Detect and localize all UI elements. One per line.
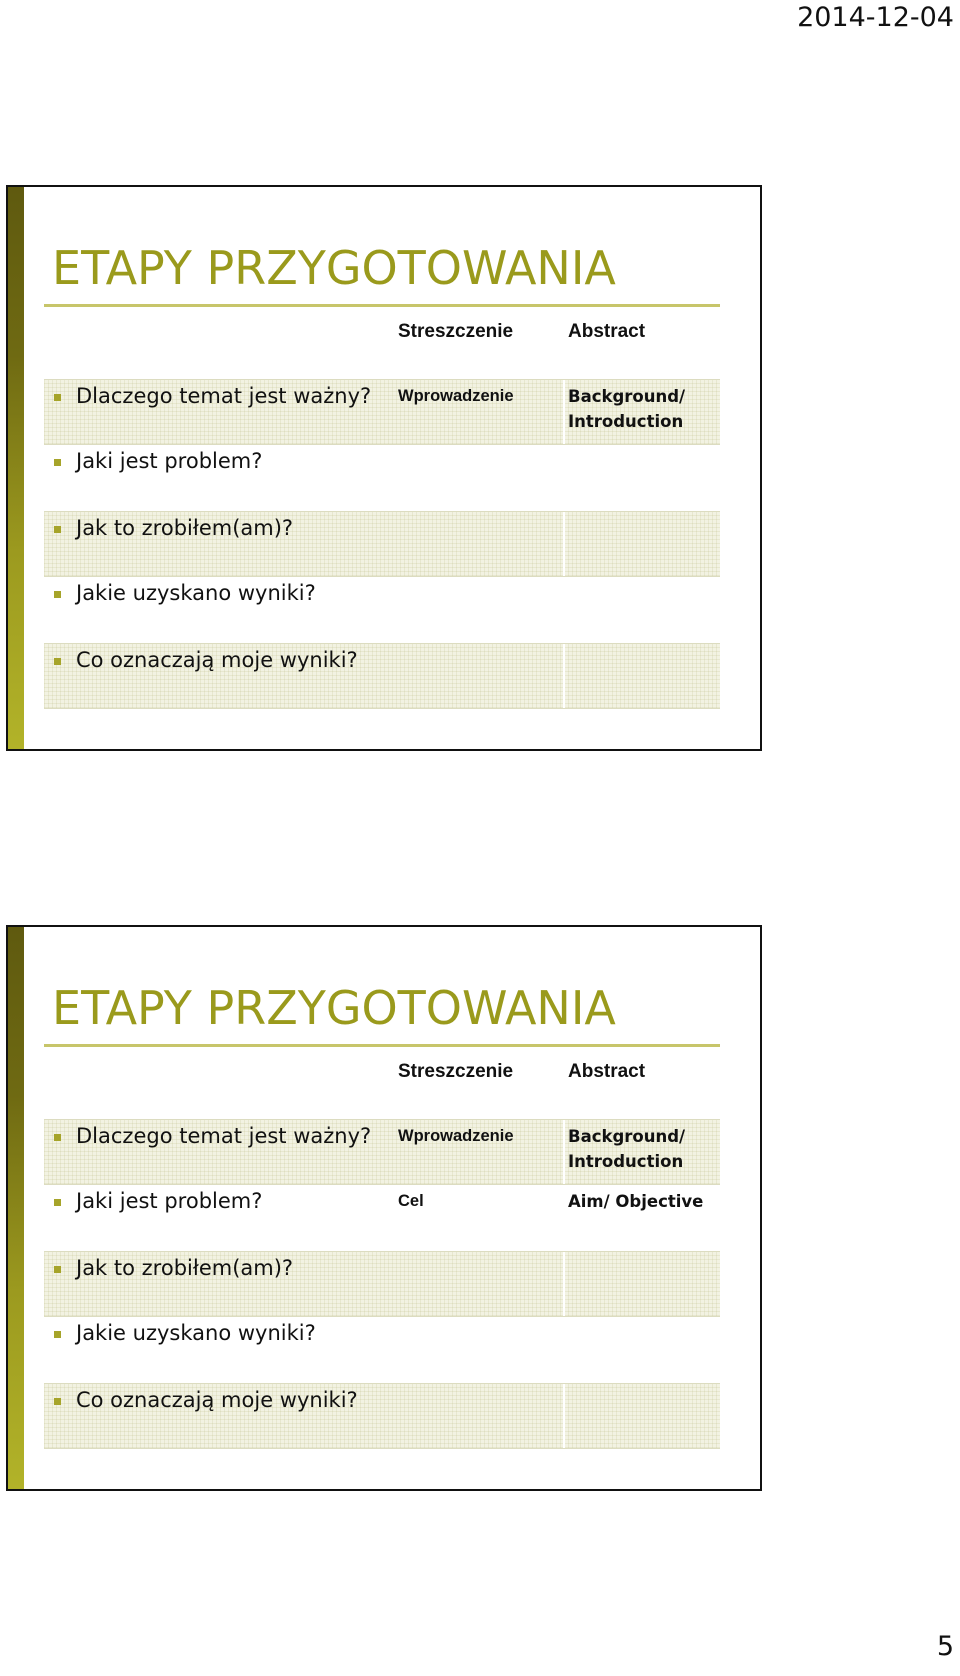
title-divider [44, 304, 720, 307]
title-divider [44, 1044, 720, 1047]
table-row [44, 1185, 720, 1251]
square-bullet-icon [54, 1199, 61, 1206]
square-bullet-icon [54, 1331, 61, 1338]
column-header-english: Abstract [568, 1061, 646, 1082]
slide-1 [6, 185, 762, 751]
square-bullet-icon [54, 1134, 61, 1141]
column-divider [563, 644, 565, 708]
question-text: Jakie uzyskano wyniki? [76, 581, 316, 605]
square-bullet-icon [54, 591, 61, 598]
polish-term: Wprowadzenie [398, 387, 514, 405]
table-row [44, 1119, 720, 1185]
question-text: Jaki jest problem? [76, 449, 263, 473]
column-header-polish: Streszczenie [398, 321, 514, 342]
column-divider [563, 1384, 565, 1448]
table-row [44, 511, 720, 577]
question-text: Dlaczego temat jest ważny? [76, 384, 372, 408]
column-divider [563, 1252, 565, 1316]
table-row [44, 1251, 720, 1317]
english-term: Background/ Introduction [568, 1127, 686, 1171]
column-header-polish: Streszczenie [398, 1061, 514, 1082]
polish-term: Wprowadzenie [398, 1127, 514, 1145]
question-text: Jaki jest problem? [76, 1189, 263, 1213]
question-text: Co oznaczają moje wyniki? [76, 648, 358, 672]
column-header-english: Abstract [568, 321, 646, 342]
page-date: 2014-12-04 [797, 2, 954, 33]
square-bullet-icon [54, 1398, 61, 1405]
table-row [44, 445, 720, 511]
page-number: 5 [936, 1631, 954, 1662]
slide-accent-bar [8, 187, 24, 749]
slide-title: ETAPY PRZYGOTOWANIA [52, 981, 616, 1035]
question-text: Jak to zrobiłem(am)? [76, 516, 294, 540]
table-row [44, 379, 720, 445]
column-divider [563, 380, 565, 444]
english-term: Aim/ Objective [568, 1192, 704, 1211]
question-text: Jak to zrobiłem(am)? [76, 1256, 294, 1280]
square-bullet-icon [54, 394, 61, 401]
slide-accent-bar [8, 927, 24, 1489]
table-row [44, 1383, 720, 1449]
question-text: Co oznaczają moje wyniki? [76, 1388, 358, 1412]
polish-term: Cel [398, 1192, 424, 1210]
column-divider [563, 1120, 565, 1184]
square-bullet-icon [54, 459, 61, 466]
column-divider [563, 512, 565, 576]
square-bullet-icon [54, 526, 61, 533]
table-row [44, 643, 720, 709]
square-bullet-icon [54, 658, 61, 665]
question-text: Jakie uzyskano wyniki? [76, 1321, 316, 1345]
slide-title: ETAPY PRZYGOTOWANIA [52, 241, 616, 295]
table-row [44, 1317, 720, 1383]
table-row [44, 577, 720, 643]
question-text: Dlaczego temat jest ważny? [76, 1124, 372, 1148]
square-bullet-icon [54, 1266, 61, 1273]
slide-2 [6, 925, 762, 1491]
english-term: Background/ Introduction [568, 387, 686, 431]
